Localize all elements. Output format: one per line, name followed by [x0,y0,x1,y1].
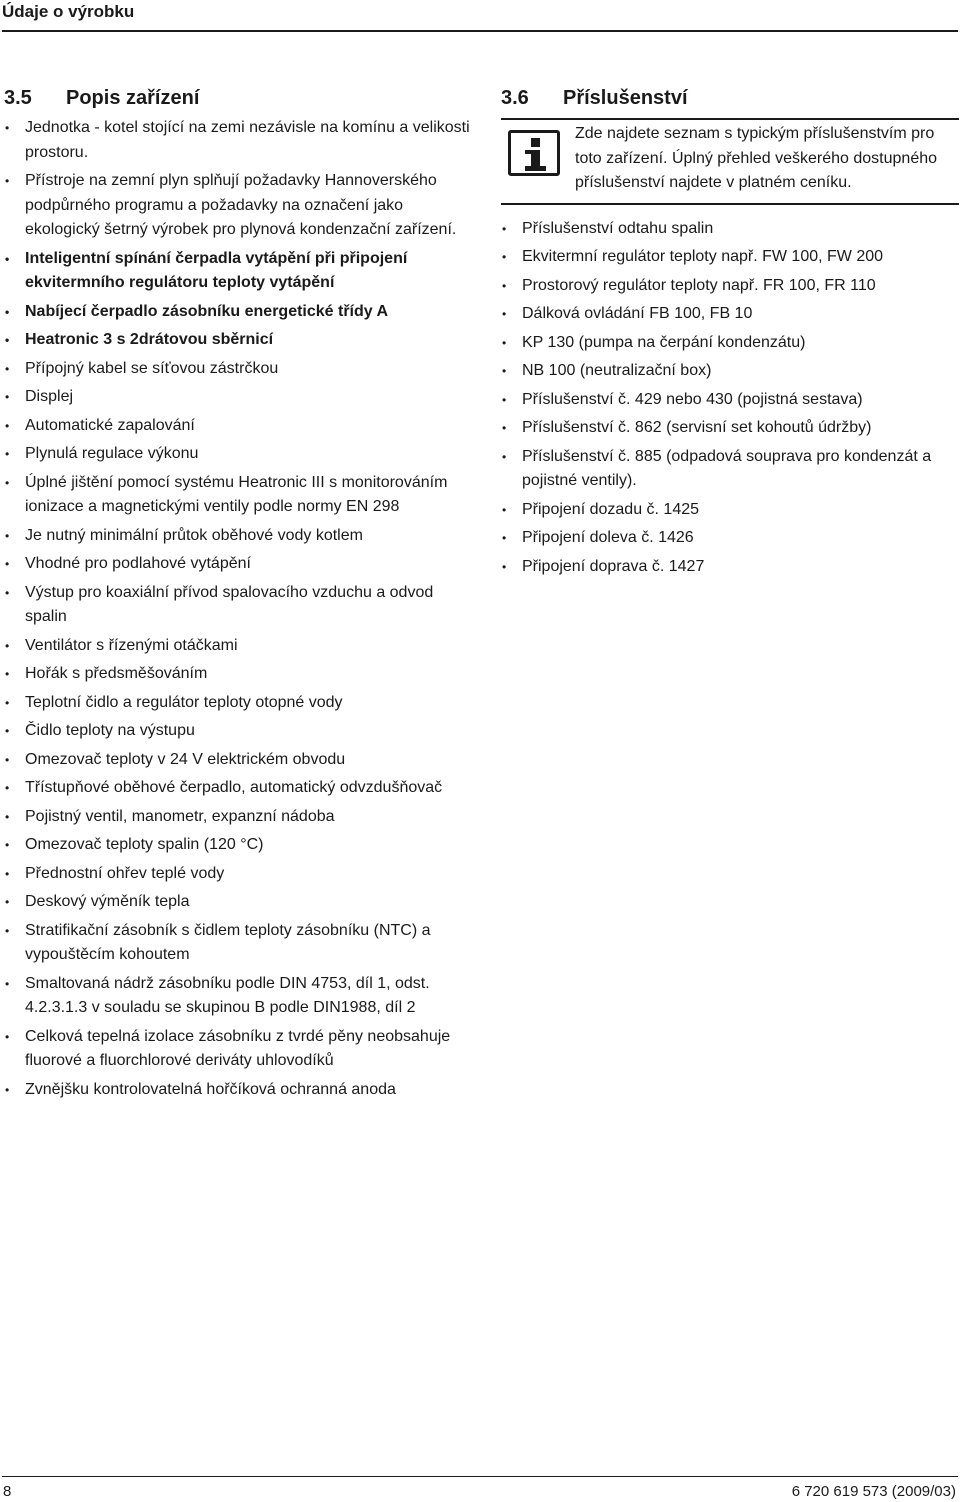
list-item: • Je nutný minimální průtok oběhové vody kotlem [4,524,474,549]
section-heading-accessories [501,84,959,112]
right-column [501,84,959,583]
list-item: • Příslušenství č. 862 (servisní set kohoutů údržby) [501,416,959,441]
list-item: • Automatické zapalování [4,414,474,439]
page-header-title: Údaje o výrobku [2,2,135,21]
list-item: • Nabíjecí čerpadlo zásobníku energetické třídy A [4,300,474,325]
list-item: • Výstup pro koaxiální přívod spalovacího vzduchu a odvod spalin [4,581,474,630]
page-number: 8 [3,1483,12,1500]
list-item: • Heatronic 3 s 2drátovou sběrnicí [4,328,474,353]
list-item: • Displej [4,385,474,410]
list-item: • Teplotní čidlo a regulátor teploty otopné vody [4,691,474,716]
list-item: • Stratifikační zásobník s čidlem teploty zásobníku (NTC) a vypouštěcím kohoutem [4,919,474,968]
info-note-text: Zde najdete seznam s typickým příslušenstvím pro toto zařízení. Úplný přehled veškerého dostupného příslušenství najdete v platném ceníku. [575,125,938,191]
list-item: • NB 100 (neutralizační box) [501,359,959,384]
list-item: • Příslušenství č. 885 (odpadová souprava pro kondenzát a pojistné ventily). [501,445,959,494]
info-note [501,118,959,205]
accessory-list [501,217,959,580]
list-item: • Prostorový regulátor teploty např. FR 100, FR 110 [501,274,959,299]
document-code: 6 720 619 573 (2009/03) [791,1483,956,1500]
footer-rule [2,1476,958,1477]
list-item: • Hořák s předsměšováním [4,662,474,687]
list-item: • Ventilátor s řízenými otáčkami [4,634,474,659]
list-item: • Připojení dozadu č. 1425 [501,498,959,523]
info-icon [508,130,560,176]
list-item: • Příslušenství č. 429 nebo 430 (pojistná sestava) [501,388,959,413]
list-item: • Připojení doprava č. 1427 [501,555,959,580]
list-item: • Omezovač teploty spalin (120 °C) [4,833,474,858]
list-item: • Čidlo teploty na výstupu [4,719,474,744]
list-item: • Třístupňové oběhové čerpadlo, automatický odvzdušňovač [4,776,474,801]
list-item: • Pojistný ventil, manometr, expanzní nádoba [4,805,474,830]
feature-list [4,116,474,1102]
list-item: • Plynulá regulace výkonu [4,442,474,467]
list-item: • Smaltovaná nádrž zásobníku podle DIN 4753, díl 1, odst. 4.2.3.1.3 v souladu se skupinou B podle DIN1988, díl 2 [4,972,474,1021]
section-heading-description [4,84,474,112]
section-number: 3.6 [501,87,529,109]
list-item: • Dálková ovládání FB 100, FB 10 [501,302,959,327]
list-item: • Úplné jištění pomocí systému Heatronic III s monitorováním ionizace a magnetickými ventily podle normy EN 298 [4,471,474,520]
list-item: • Celková tepelná izolace zásobníku z tvrdé pěny neobsahuje fluorové a fluorchlorové deriváty uhlovodíků [4,1025,474,1074]
list-item: • Vhodné pro podlahové vytápění [4,552,474,577]
list-item: • Připojení doleva č. 1426 [501,526,959,551]
list-item: • Zvnějšku kontrolovatelná hořčíková ochranná anoda [4,1078,474,1103]
left-column [4,84,474,1106]
list-item: • Přednostní ohřev teplé vody [4,862,474,887]
list-item: • Ekvitermní regulátor teploty např. FW 100, FW 200 [501,245,959,270]
list-item: • Jednotka - kotel stojící na zemi nezávisle na komínu a velikosti prostoru. [4,116,474,165]
list-item: • Příslušenství odtahu spalin [501,217,959,242]
list-item: • Inteligentní spínání čerpadla vytápění při připojení ekvitermního regulátoru teploty vytápění [4,247,474,296]
section-title: Příslušenství [563,87,688,109]
list-item: • Deskový výměník tepla [4,890,474,915]
list-item: • Omezovač teploty v 24 V elektrickém obvodu [4,748,474,773]
list-item: • Přípojný kabel se síťovou zástrčkou [4,357,474,382]
list-item: • Přístroje na zemní plyn splňují požadavky Hannoverského podpůrného programu a požadavky na označení jako ekologický šetrný výrobek pro plynová kondenzační zařízení. [4,169,474,243]
list-item: • KP 130 (pumpa na čerpání kondenzátu) [501,331,959,356]
section-title: Popis zařízení [66,87,200,109]
header-rule [2,30,958,32]
section-number: 3.5 [4,87,32,109]
